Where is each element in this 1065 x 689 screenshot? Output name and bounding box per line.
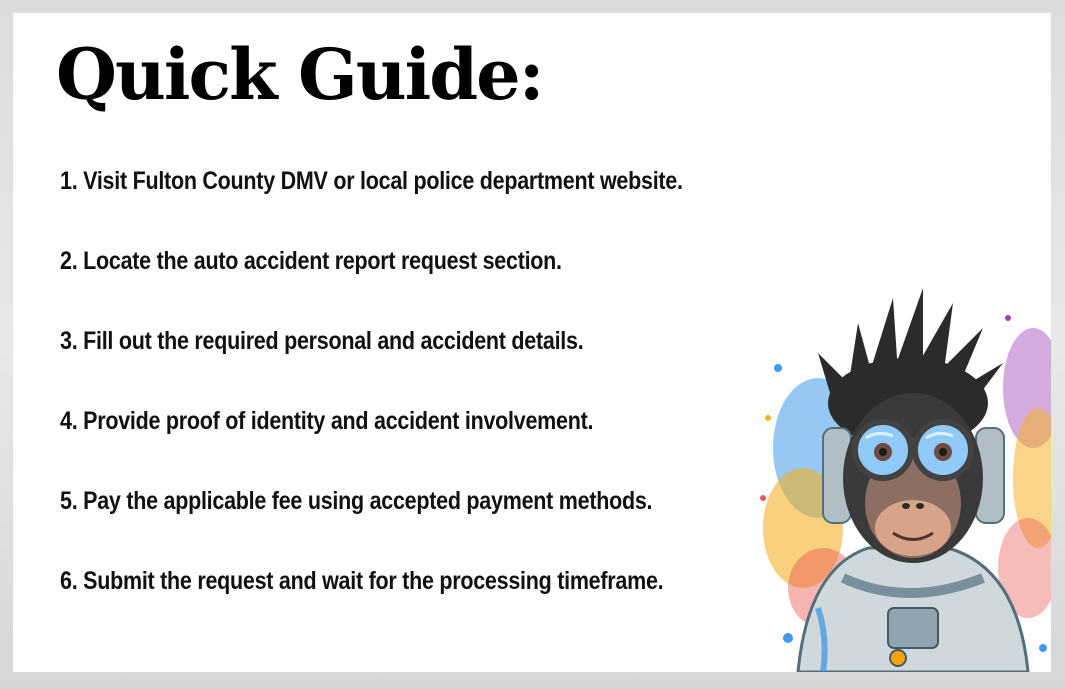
step-item-2: 2. Locate the auto accident report request section.: [60, 247, 562, 275]
step-item-3: 3. Fill out the required personal and accident details.: [60, 327, 584, 355]
step-item-5: 5. Pay the applicable fee using accepted payment methods.: [60, 487, 653, 515]
page-title: Quick Guide:: [56, 33, 543, 116]
monkey-astronaut-icon: [748, 278, 1051, 672]
step-item-6: 6. Submit the request and wait for the processing timeframe.: [60, 567, 664, 595]
step-item-1: 1. Visit Fulton County DMV or local police department website.: [60, 167, 683, 195]
steps-list: [60, 161, 784, 641]
monkey-face-icon: [843, 393, 983, 563]
step-item-4: 4. Provide proof of identity and accident involvement.: [60, 407, 594, 435]
guide-card: [13, 13, 1051, 672]
